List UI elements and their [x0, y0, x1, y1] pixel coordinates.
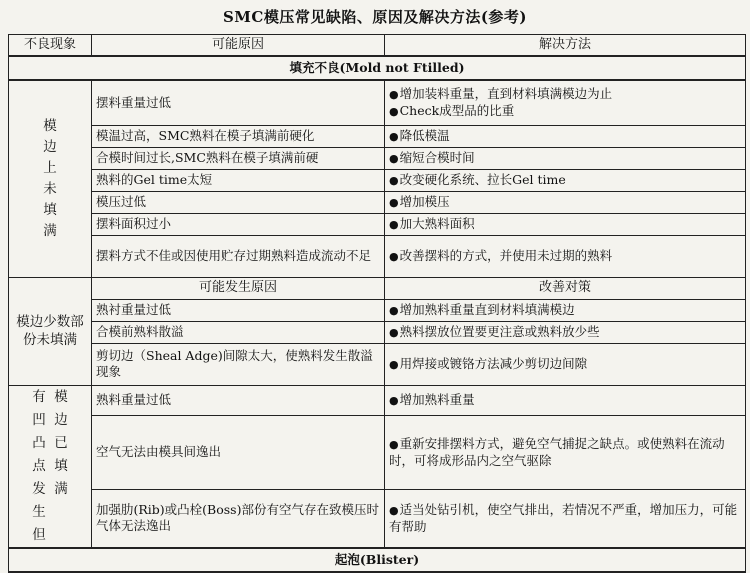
table-row: [9, 191, 746, 213]
table-row: [9, 385, 746, 415]
cause-cell: 加强肋(Rib)或凸栓(Boss)部份有空气存在致模压时气体无法逸出: [92, 490, 385, 548]
solution-cell: ●降低模温: [385, 125, 746, 147]
cause-cell: 熟料重量过低: [92, 385, 385, 415]
section-row: [9, 548, 746, 572]
table-row: [9, 415, 746, 489]
table-row: [9, 213, 746, 235]
solution-cell: ●用焊接或镀铬方法减少剪切边间隙: [385, 343, 746, 385]
cause-cell: 摆料重量过低: [92, 80, 385, 125]
header-solution: 解决方法: [385, 35, 746, 57]
cause-cell: 摆料方式不佳或因使用贮存过期熟料造成流动不足: [92, 235, 385, 277]
table-row: [9, 321, 746, 343]
solution-cell: ●增加熟料重量: [385, 385, 746, 415]
solution-cell: ●增加模压: [385, 191, 746, 213]
bullet-icon: ●: [389, 129, 399, 143]
table-row: [9, 80, 746, 125]
table-row: [9, 125, 746, 147]
category-cell: 模边上未填满: [9, 80, 92, 277]
section-title-mold-not-filled: 填充不良(Mold not Ftilled): [9, 56, 746, 80]
table-row: [9, 169, 746, 191]
cause-cell: 合模时间过长,SMC熟料在模子填满前硬: [92, 147, 385, 169]
section-title-blister: 起泡(Blister): [9, 548, 746, 572]
table-row: [9, 235, 746, 277]
bullet-icon: ●: [389, 151, 399, 165]
category-cell: 有凹凸点发生但 模边已填满: [9, 385, 92, 548]
page-title: SMC模压常见缺陷、原因及解决方法(参考): [222, 8, 528, 26]
solution-cell: ●熟料摆放位置要更注意或熟料放少些: [385, 321, 746, 343]
category-cell: 模边少数部份未填满: [9, 277, 92, 385]
solution-cell: ●增加装料重量，直到材料填满模边为止 ●Check成型品的比重: [385, 80, 746, 125]
header-defect: 不良现象: [9, 35, 92, 57]
cause-cell: 熟衬重量过低: [92, 299, 385, 321]
cause-cell: 剪切边（Sheal Adge)间隙太大，使熟料发生散溢现象: [92, 343, 385, 385]
cause-cell: 熟料的Gel time太短: [92, 169, 385, 191]
bullet-icon: ●: [389, 357, 399, 371]
bullet-icon: ●: [389, 104, 399, 118]
bullet-icon: ●: [389, 87, 399, 101]
table-row: [9, 299, 746, 321]
subheader-cause: 可能发生原因: [92, 277, 385, 299]
solution-cell: ●适当处钻引机，使空气排出，若情况不严重，增加压力，可能有帮助: [385, 490, 746, 548]
cause-cell: 模压过低: [92, 191, 385, 213]
defect-table: [8, 34, 746, 573]
subheader-solution: 改善对策: [385, 277, 746, 299]
bullet-icon: ●: [389, 173, 399, 187]
bullet-icon: ●: [389, 249, 399, 263]
cause-cell: 空气无法由模具间逸出: [92, 415, 385, 489]
solution-cell: ●重新安排摆料方式，避免空气捕捉之缺点。或使熟料在流动时，可将成形品内之空气驱除: [385, 415, 746, 489]
solution-cell: ●改善摆料的方式，并使用未过期的熟料: [385, 235, 746, 277]
solution-cell: ●加大熟料面积: [385, 213, 746, 235]
table-row: [9, 147, 746, 169]
header-row: [9, 35, 746, 57]
section-row: [9, 56, 746, 80]
table-row: [9, 343, 746, 385]
header-cause: 可能原因: [92, 35, 385, 57]
table-row: [9, 490, 746, 548]
bullet-icon: ●: [389, 325, 399, 339]
cause-cell: 合模前熟料散溢: [92, 321, 385, 343]
cause-cell: 模温过高，SMC熟料在模子填满前硬化: [92, 125, 385, 147]
bullet-icon: ●: [389, 503, 399, 517]
subheader-row: [9, 277, 746, 299]
cause-cell: 摆料面积过小: [92, 213, 385, 235]
solution-cell: ●改变硬化系统、拉长Gel time: [385, 169, 746, 191]
bullet-icon: ●: [389, 195, 399, 209]
solution-cell: ●缩短合模时间: [385, 147, 746, 169]
bullet-icon: ●: [389, 217, 399, 231]
bullet-icon: ●: [389, 437, 399, 451]
bullet-icon: ●: [389, 393, 399, 407]
bullet-icon: ●: [389, 303, 399, 317]
solution-cell: ●增加熟料重量直到材料填满模边: [385, 299, 746, 321]
